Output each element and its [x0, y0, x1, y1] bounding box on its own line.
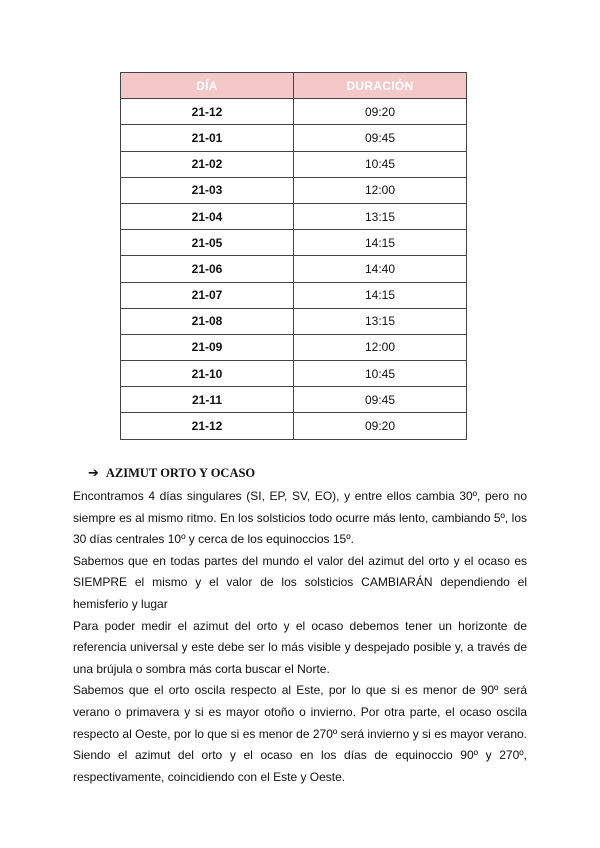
cell-duration: 14:15 [294, 230, 467, 256]
table-row [121, 151, 467, 177]
cell-duration: 09:20 [294, 99, 467, 125]
table-row [121, 177, 467, 203]
cell-duration: 10:45 [294, 361, 467, 387]
table-header [121, 73, 467, 99]
cell-day: 21-04 [121, 203, 294, 229]
cell-duration: 10:45 [294, 151, 467, 177]
cell-duration: 09:45 [294, 125, 467, 151]
header-duration: DURACIÓN [294, 73, 467, 99]
table-row [121, 256, 467, 282]
body-text [73, 486, 527, 788]
cell-day: 21-03 [121, 177, 294, 203]
table-row [121, 282, 467, 308]
cell-duration: 12:00 [294, 334, 467, 360]
table-row [121, 203, 467, 229]
cell-day: 21-05 [121, 230, 294, 256]
paragraph: Sabemos que el orto oscila respecto al Este, por lo que si es menor de 90º será verano o primavera y si es mayor otoño o invierno. Por otra parte, el ocaso oscila respecto al Oeste, por lo que si es menor de 270º será invierno y si es mayor verano. Siendo el azimut del orto y el ocaso en los días de equinoccio 90º y 270º, respectivamente, coincidiendo con el Este y Oeste. [73, 683, 527, 784]
table-row [121, 308, 467, 334]
section-heading-text: AZIMUT ORTO Y OCASO [105, 466, 256, 480]
section-heading [88, 466, 255, 481]
cell-duration: 12:00 [294, 177, 467, 203]
paragraph: Encontramos 4 días singulares (SI, EP, SV, EO), y entre ellos cambia 30º, pero no siempre es al mismo ritmo. En los solsticios todo ocurre más lento, cambiando 5º, los 30 días centrales 10º y cerca de los equinoccios 15º. [73, 489, 527, 547]
table-row [121, 361, 467, 387]
cell-day: 21-11 [121, 387, 294, 413]
cell-duration: 13:15 [294, 308, 467, 334]
arrow-right-icon: ➔ [88, 466, 99, 481]
day-duration-table [120, 72, 467, 440]
cell-day: 21-07 [121, 282, 294, 308]
cell-day: 21-12 [121, 413, 294, 439]
table-row [121, 413, 467, 439]
table-row [121, 334, 467, 360]
cell-duration: 14:40 [294, 256, 467, 282]
table-row [121, 230, 467, 256]
cell-duration: 14:15 [294, 282, 467, 308]
cell-duration: 13:15 [294, 203, 467, 229]
cell-day: 21-08 [121, 308, 294, 334]
paragraph: Para poder medir el azimut del orto y el ocaso debemos tener un horizonte de referencia universal y este debe ser lo más visible y despejado posible y, a través de una brújula o sombra más corta buscar el Norte. [73, 618, 527, 676]
table-row [121, 99, 467, 125]
table-header-row [121, 73, 467, 99]
cell-duration: 09:45 [294, 387, 467, 413]
cell-day: 21-10 [121, 361, 294, 387]
cell-day: 21-06 [121, 256, 294, 282]
cell-day: 21-09 [121, 334, 294, 360]
table-row [121, 387, 467, 413]
cell-day: 21-12 [121, 99, 294, 125]
table-body [121, 99, 467, 439]
cell-day: 21-01 [121, 125, 294, 151]
table-row [121, 125, 467, 151]
cell-duration: 09:20 [294, 413, 467, 439]
header-day: DÍA [121, 73, 294, 99]
cell-day: 21-02 [121, 151, 294, 177]
paragraph: Sabemos que en todas partes del mundo el valor del azimut del orto y el ocaso es SIEMPRE el mismo y el valor de los solsticios CAMBIARÁN dependiendo el hemisferio y lugar [73, 553, 527, 611]
